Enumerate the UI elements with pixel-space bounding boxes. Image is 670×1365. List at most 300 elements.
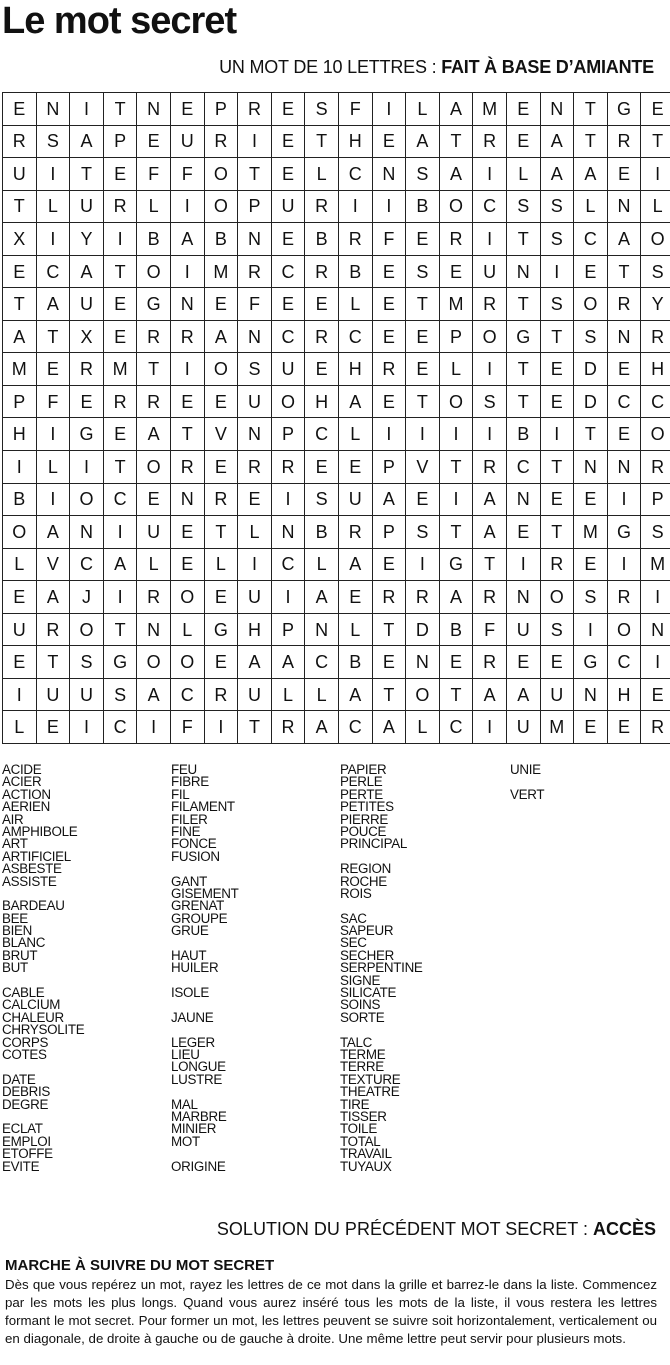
grid-cell[interactable]: S <box>574 581 608 614</box>
grid-cell[interactable]: L <box>338 418 372 451</box>
grid-cell[interactable]: U <box>3 158 37 191</box>
grid-cell[interactable]: S <box>406 255 440 288</box>
grid-cell[interactable]: M <box>540 711 574 744</box>
grid-cell[interactable]: P <box>439 320 473 353</box>
grid-cell[interactable]: L <box>406 93 440 126</box>
grid-cell[interactable]: I <box>3 678 37 711</box>
grid-cell[interactable]: N <box>238 418 272 451</box>
grid-cell[interactable]: A <box>607 223 641 256</box>
grid-cell[interactable]: E <box>607 711 641 744</box>
grid-cell[interactable]: L <box>439 353 473 386</box>
grid-cell[interactable]: H <box>3 418 37 451</box>
grid-cell[interactable]: R <box>103 385 137 418</box>
grid-cell[interactable]: F <box>372 223 406 256</box>
grid-cell[interactable]: R <box>372 581 406 614</box>
grid-cell[interactable]: O <box>574 288 608 321</box>
grid-cell[interactable]: T <box>506 353 540 386</box>
grid-cell[interactable]: G <box>103 646 137 679</box>
grid-cell[interactable]: B <box>406 190 440 223</box>
grid-cell[interactable]: R <box>3 125 37 158</box>
grid-cell[interactable]: T <box>3 288 37 321</box>
grid-cell[interactable]: B <box>506 418 540 451</box>
grid-cell[interactable]: U <box>70 678 104 711</box>
grid-cell[interactable]: N <box>506 255 540 288</box>
grid-cell[interactable]: A <box>36 288 70 321</box>
grid-cell[interactable]: U <box>540 678 574 711</box>
grid-cell[interactable]: R <box>204 125 238 158</box>
grid-cell[interactable]: E <box>103 418 137 451</box>
grid-cell[interactable]: N <box>170 288 204 321</box>
grid-cell[interactable]: C <box>36 255 70 288</box>
grid-cell[interactable]: O <box>3 516 37 549</box>
grid-cell[interactable]: C <box>641 385 670 418</box>
grid-cell[interactable]: S <box>103 678 137 711</box>
grid-cell[interactable]: I <box>607 483 641 516</box>
grid-cell[interactable]: E <box>137 483 171 516</box>
grid-cell[interactable]: M <box>103 353 137 386</box>
grid-cell[interactable]: E <box>204 451 238 484</box>
grid-cell[interactable]: E <box>372 548 406 581</box>
grid-cell[interactable]: O <box>271 385 305 418</box>
grid-cell[interactable]: S <box>641 516 670 549</box>
grid-cell[interactable]: L <box>406 711 440 744</box>
grid-cell[interactable]: T <box>540 320 574 353</box>
grid-cell[interactable]: A <box>406 125 440 158</box>
grid-cell[interactable]: G <box>439 548 473 581</box>
grid-cell[interactable]: A <box>170 223 204 256</box>
grid-cell[interactable]: T <box>506 385 540 418</box>
grid-cell[interactable]: S <box>540 613 574 646</box>
grid-cell[interactable]: T <box>641 125 670 158</box>
grid-cell[interactable]: A <box>439 93 473 126</box>
grid-cell[interactable]: G <box>70 418 104 451</box>
grid-cell[interactable]: N <box>574 451 608 484</box>
grid-cell[interactable]: I <box>271 581 305 614</box>
grid-cell[interactable]: U <box>70 190 104 223</box>
grid-cell[interactable]: R <box>641 711 670 744</box>
grid-cell[interactable]: I <box>473 223 507 256</box>
grid-cell[interactable]: E <box>137 125 171 158</box>
grid-cell[interactable]: V <box>204 418 238 451</box>
grid-cell[interactable]: E <box>70 385 104 418</box>
grid-cell[interactable]: A <box>36 581 70 614</box>
grid-cell[interactable]: C <box>305 418 339 451</box>
grid-cell[interactable]: S <box>641 255 670 288</box>
grid-cell[interactable]: I <box>103 223 137 256</box>
grid-cell[interactable]: I <box>3 451 37 484</box>
grid-cell[interactable]: A <box>372 483 406 516</box>
grid-cell[interactable]: S <box>540 223 574 256</box>
grid-cell[interactable]: R <box>170 451 204 484</box>
grid-cell[interactable]: N <box>406 646 440 679</box>
grid-cell[interactable]: A <box>103 548 137 581</box>
grid-cell[interactable]: I <box>406 418 440 451</box>
grid-cell[interactable]: N <box>70 516 104 549</box>
grid-cell[interactable]: C <box>103 711 137 744</box>
grid-cell[interactable]: O <box>170 646 204 679</box>
grid-cell[interactable]: E <box>506 125 540 158</box>
grid-cell[interactable]: O <box>641 418 670 451</box>
grid-cell[interactable]: E <box>439 255 473 288</box>
grid-cell[interactable]: A <box>338 385 372 418</box>
grid-cell[interactable]: S <box>305 93 339 126</box>
grid-cell[interactable]: L <box>238 516 272 549</box>
grid-cell[interactable]: E <box>406 223 440 256</box>
grid-cell[interactable]: I <box>473 711 507 744</box>
grid-cell[interactable]: E <box>271 223 305 256</box>
grid-cell[interactable]: B <box>204 223 238 256</box>
grid-cell[interactable]: R <box>305 255 339 288</box>
grid-cell[interactable]: E <box>305 353 339 386</box>
grid-cell[interactable]: O <box>137 255 171 288</box>
grid-cell[interactable]: T <box>574 418 608 451</box>
grid-cell[interactable]: O <box>607 613 641 646</box>
grid-cell[interactable]: O <box>204 190 238 223</box>
grid-cell[interactable]: S <box>540 190 574 223</box>
grid-cell[interactable]: E <box>406 320 440 353</box>
grid-cell[interactable]: L <box>36 190 70 223</box>
grid-cell[interactable]: L <box>641 190 670 223</box>
grid-cell[interactable]: P <box>271 613 305 646</box>
grid-cell[interactable]: O <box>439 190 473 223</box>
grid-cell[interactable]: M <box>204 255 238 288</box>
grid-cell[interactable]: X <box>3 223 37 256</box>
grid-cell[interactable]: C <box>271 548 305 581</box>
grid-cell[interactable]: C <box>574 223 608 256</box>
grid-cell[interactable]: T <box>238 158 272 191</box>
grid-cell[interactable]: F <box>137 158 171 191</box>
grid-cell[interactable]: C <box>338 711 372 744</box>
grid-cell[interactable]: N <box>238 320 272 353</box>
grid-cell[interactable]: S <box>473 385 507 418</box>
grid-cell[interactable]: T <box>103 451 137 484</box>
grid-cell[interactable]: E <box>3 646 37 679</box>
grid-cell[interactable]: H <box>338 353 372 386</box>
grid-cell[interactable]: N <box>36 93 70 126</box>
grid-cell[interactable]: X <box>70 320 104 353</box>
grid-cell[interactable]: E <box>607 418 641 451</box>
grid-cell[interactable]: P <box>641 483 670 516</box>
grid-cell[interactable]: S <box>238 353 272 386</box>
grid-cell[interactable]: Y <box>641 288 670 321</box>
grid-cell[interactable]: E <box>372 385 406 418</box>
grid-cell[interactable]: T <box>36 646 70 679</box>
grid-cell[interactable]: R <box>170 320 204 353</box>
grid-cell[interactable]: B <box>3 483 37 516</box>
grid-cell[interactable]: E <box>170 548 204 581</box>
grid-cell[interactable]: P <box>103 125 137 158</box>
grid-cell[interactable]: U <box>3 613 37 646</box>
grid-cell[interactable]: I <box>439 483 473 516</box>
grid-cell[interactable]: P <box>372 451 406 484</box>
grid-cell[interactable]: E <box>574 255 608 288</box>
grid-cell[interactable]: G <box>506 320 540 353</box>
grid-cell[interactable]: T <box>406 288 440 321</box>
grid-cell[interactable]: I <box>473 158 507 191</box>
grid-cell[interactable]: E <box>36 353 70 386</box>
grid-cell[interactable]: C <box>338 320 372 353</box>
grid-cell[interactable]: N <box>506 483 540 516</box>
grid-cell[interactable]: E <box>372 288 406 321</box>
grid-cell[interactable]: S <box>540 288 574 321</box>
grid-cell[interactable]: T <box>406 385 440 418</box>
grid-cell[interactable]: C <box>506 451 540 484</box>
grid-cell[interactable]: C <box>305 646 339 679</box>
grid-cell[interactable]: U <box>338 483 372 516</box>
grid-cell[interactable]: B <box>137 223 171 256</box>
grid-cell[interactable]: R <box>338 516 372 549</box>
grid-cell[interactable]: E <box>271 125 305 158</box>
grid-cell[interactable]: T <box>540 451 574 484</box>
grid-cell[interactable]: C <box>271 320 305 353</box>
grid-cell[interactable]: P <box>271 418 305 451</box>
grid-cell[interactable]: O <box>204 353 238 386</box>
grid-cell[interactable]: R <box>607 581 641 614</box>
grid-cell[interactable]: R <box>473 581 507 614</box>
grid-cell[interactable]: C <box>473 190 507 223</box>
grid-cell[interactable]: L <box>305 548 339 581</box>
grid-cell[interactable]: H <box>607 678 641 711</box>
grid-cell[interactable]: G <box>204 613 238 646</box>
grid-cell[interactable]: R <box>473 451 507 484</box>
grid-cell[interactable]: A <box>372 711 406 744</box>
grid-cell[interactable]: U <box>506 613 540 646</box>
grid-cell[interactable]: V <box>36 548 70 581</box>
grid-cell[interactable]: O <box>641 223 670 256</box>
grid-cell[interactable]: C <box>103 483 137 516</box>
grid-cell[interactable]: R <box>137 320 171 353</box>
grid-cell[interactable]: N <box>607 451 641 484</box>
grid-cell[interactable]: T <box>506 223 540 256</box>
grid-cell[interactable]: N <box>506 581 540 614</box>
grid-cell[interactable]: E <box>607 158 641 191</box>
grid-cell[interactable]: A <box>574 158 608 191</box>
grid-cell[interactable]: I <box>473 353 507 386</box>
grid-cell[interactable]: A <box>238 646 272 679</box>
grid-cell[interactable]: R <box>137 385 171 418</box>
grid-cell[interactable]: I <box>439 418 473 451</box>
grid-cell[interactable]: E <box>439 646 473 679</box>
grid-cell[interactable]: O <box>473 320 507 353</box>
grid-cell[interactable]: T <box>372 678 406 711</box>
grid-cell[interactable]: R <box>238 255 272 288</box>
grid-cell[interactable]: U <box>137 516 171 549</box>
grid-cell[interactable]: T <box>36 320 70 353</box>
grid-cell[interactable]: R <box>204 483 238 516</box>
grid-cell[interactable]: E <box>305 288 339 321</box>
grid-cell[interactable]: E <box>36 711 70 744</box>
grid-cell[interactable]: E <box>574 548 608 581</box>
grid-cell[interactable]: R <box>338 223 372 256</box>
grid-cell[interactable]: T <box>204 516 238 549</box>
grid-cell[interactable]: I <box>271 483 305 516</box>
grid-cell[interactable]: E <box>338 581 372 614</box>
grid-cell[interactable]: I <box>70 711 104 744</box>
grid-cell[interactable]: E <box>204 646 238 679</box>
grid-cell[interactable]: T <box>238 711 272 744</box>
grid-cell[interactable]: R <box>607 125 641 158</box>
grid-cell[interactable]: A <box>540 158 574 191</box>
grid-cell[interactable]: E <box>204 288 238 321</box>
grid-cell[interactable]: P <box>204 93 238 126</box>
grid-cell[interactable]: A <box>338 548 372 581</box>
grid-cell[interactable]: I <box>338 190 372 223</box>
grid-cell[interactable]: I <box>372 93 406 126</box>
grid-cell[interactable]: T <box>137 353 171 386</box>
grid-cell[interactable]: A <box>506 678 540 711</box>
grid-cell[interactable]: T <box>103 613 137 646</box>
grid-cell[interactable]: S <box>70 646 104 679</box>
grid-cell[interactable]: S <box>406 158 440 191</box>
grid-cell[interactable]: I <box>238 125 272 158</box>
grid-cell[interactable]: L <box>137 190 171 223</box>
grid-cell[interactable]: I <box>473 418 507 451</box>
grid-cell[interactable]: T <box>3 190 37 223</box>
grid-cell[interactable]: U <box>70 288 104 321</box>
grid-cell[interactable]: Y <box>70 223 104 256</box>
grid-cell[interactable]: S <box>36 125 70 158</box>
grid-cell[interactable]: R <box>473 288 507 321</box>
grid-cell[interactable]: I <box>103 581 137 614</box>
grid-cell[interactable]: I <box>36 418 70 451</box>
grid-cell[interactable]: P <box>238 190 272 223</box>
grid-cell[interactable]: R <box>439 223 473 256</box>
grid-cell[interactable]: O <box>70 613 104 646</box>
grid-cell[interactable]: N <box>540 93 574 126</box>
grid-cell[interactable]: L <box>36 451 70 484</box>
grid-cell[interactable]: I <box>406 548 440 581</box>
grid-cell[interactable]: L <box>204 548 238 581</box>
grid-cell[interactable]: U <box>238 678 272 711</box>
grid-cell[interactable]: L <box>137 548 171 581</box>
grid-cell[interactable]: E <box>103 158 137 191</box>
grid-cell[interactable]: E <box>607 353 641 386</box>
grid-cell[interactable]: M <box>574 516 608 549</box>
grid-cell[interactable]: G <box>607 93 641 126</box>
grid-cell[interactable]: I <box>540 255 574 288</box>
grid-cell[interactable]: L <box>305 158 339 191</box>
grid-cell[interactable]: S <box>506 190 540 223</box>
grid-cell[interactable]: E <box>170 516 204 549</box>
grid-cell[interactable]: F <box>170 158 204 191</box>
grid-cell[interactable]: L <box>338 613 372 646</box>
grid-cell[interactable]: N <box>607 320 641 353</box>
grid-cell[interactable]: H <box>338 125 372 158</box>
grid-cell[interactable]: E <box>406 483 440 516</box>
grid-cell[interactable]: C <box>170 678 204 711</box>
grid-cell[interactable]: E <box>271 288 305 321</box>
grid-cell[interactable]: U <box>36 678 70 711</box>
grid-cell[interactable]: A <box>473 483 507 516</box>
grid-cell[interactable]: A <box>305 711 339 744</box>
grid-cell[interactable]: B <box>338 255 372 288</box>
grid-cell[interactable]: S <box>574 320 608 353</box>
grid-cell[interactable]: L <box>305 678 339 711</box>
grid-cell[interactable]: E <box>506 93 540 126</box>
grid-cell[interactable]: L <box>271 678 305 711</box>
grid-cell[interactable]: T <box>540 516 574 549</box>
grid-cell[interactable]: N <box>170 483 204 516</box>
grid-cell[interactable]: E <box>103 320 137 353</box>
grid-cell[interactable]: E <box>238 483 272 516</box>
grid-cell[interactable]: T <box>607 255 641 288</box>
grid-cell[interactable]: T <box>103 255 137 288</box>
grid-cell[interactable]: L <box>3 711 37 744</box>
grid-cell[interactable]: E <box>271 158 305 191</box>
grid-cell[interactable]: F <box>36 385 70 418</box>
grid-cell[interactable]: I <box>574 613 608 646</box>
grid-cell[interactable]: T <box>473 548 507 581</box>
grid-cell[interactable]: I <box>36 483 70 516</box>
grid-cell[interactable]: I <box>540 418 574 451</box>
grid-cell[interactable]: R <box>103 190 137 223</box>
grid-cell[interactable]: I <box>170 255 204 288</box>
grid-cell[interactable]: B <box>305 223 339 256</box>
grid-cell[interactable]: E <box>372 646 406 679</box>
grid-cell[interactable]: I <box>70 451 104 484</box>
grid-cell[interactable]: I <box>506 548 540 581</box>
grid-cell[interactable]: E <box>372 255 406 288</box>
grid-cell[interactable]: U <box>170 125 204 158</box>
grid-cell[interactable]: I <box>170 190 204 223</box>
grid-cell[interactable]: T <box>103 93 137 126</box>
grid-cell[interactable]: D <box>574 353 608 386</box>
grid-cell[interactable]: O <box>204 158 238 191</box>
grid-cell[interactable]: E <box>3 93 37 126</box>
grid-cell[interactable]: I <box>170 353 204 386</box>
grid-cell[interactable]: M <box>439 288 473 321</box>
grid-cell[interactable]: O <box>439 385 473 418</box>
grid-cell[interactable]: L <box>506 158 540 191</box>
grid-cell[interactable]: R <box>238 451 272 484</box>
grid-cell[interactable]: H <box>305 385 339 418</box>
grid-cell[interactable]: E <box>3 581 37 614</box>
grid-cell[interactable]: R <box>238 93 272 126</box>
grid-cell[interactable]: L <box>3 548 37 581</box>
grid-cell[interactable]: P <box>372 516 406 549</box>
grid-cell[interactable]: E <box>3 255 37 288</box>
grid-cell[interactable]: A <box>137 418 171 451</box>
grid-cell[interactable]: E <box>406 353 440 386</box>
grid-cell[interactable]: H <box>641 353 670 386</box>
grid-cell[interactable]: S <box>305 483 339 516</box>
grid-cell[interactable]: U <box>473 255 507 288</box>
grid-cell[interactable]: I <box>137 711 171 744</box>
grid-cell[interactable]: A <box>3 320 37 353</box>
grid-cell[interactable]: C <box>271 255 305 288</box>
grid-cell[interactable]: T <box>170 418 204 451</box>
grid-cell[interactable]: U <box>271 353 305 386</box>
grid-cell[interactable]: L <box>338 288 372 321</box>
grid-cell[interactable]: R <box>473 646 507 679</box>
grid-cell[interactable]: O <box>540 581 574 614</box>
grid-cell[interactable]: N <box>607 190 641 223</box>
grid-cell[interactable]: A <box>439 158 473 191</box>
grid-cell[interactable]: N <box>641 613 670 646</box>
grid-cell[interactable]: I <box>238 548 272 581</box>
grid-cell[interactable]: M <box>641 548 670 581</box>
grid-cell[interactable]: T <box>372 613 406 646</box>
grid-cell[interactable]: E <box>506 516 540 549</box>
grid-cell[interactable]: E <box>540 646 574 679</box>
grid-cell[interactable]: J <box>70 581 104 614</box>
grid-cell[interactable]: T <box>439 678 473 711</box>
grid-cell[interactable]: E <box>540 483 574 516</box>
grid-cell[interactable]: D <box>574 385 608 418</box>
grid-cell[interactable]: A <box>70 255 104 288</box>
grid-cell[interactable]: R <box>271 711 305 744</box>
grid-cell[interactable]: V <box>406 451 440 484</box>
